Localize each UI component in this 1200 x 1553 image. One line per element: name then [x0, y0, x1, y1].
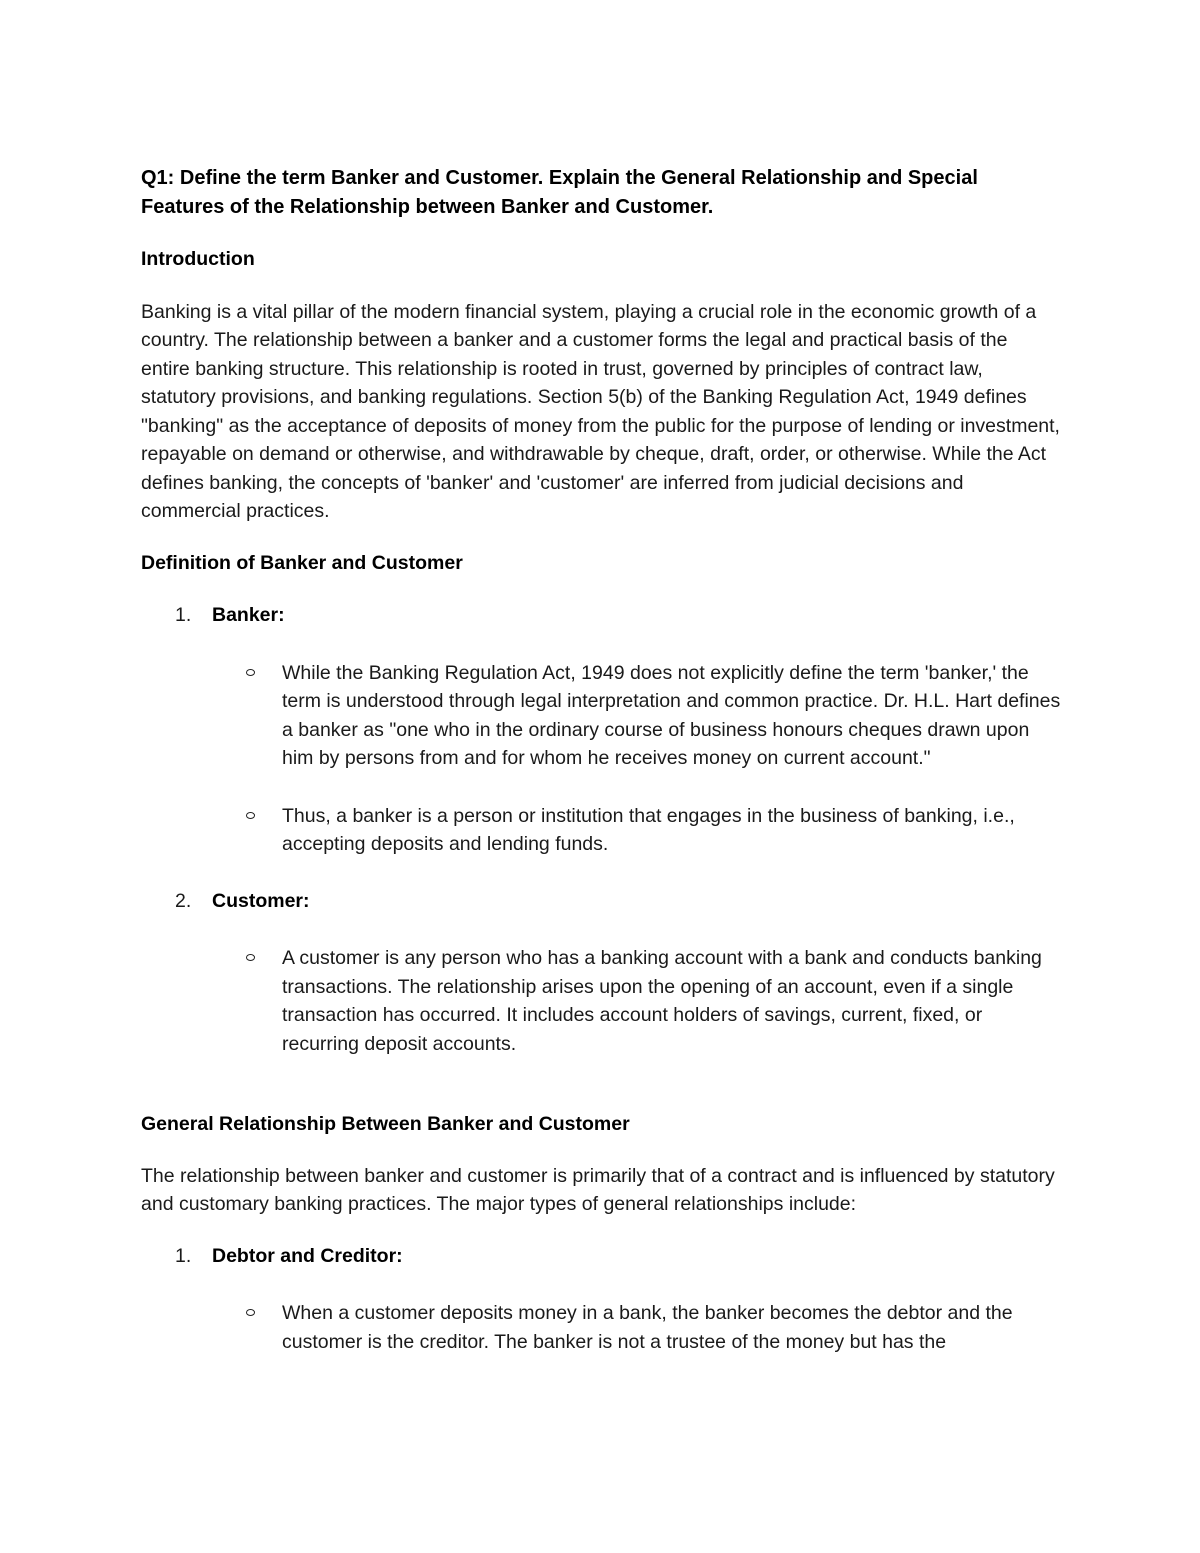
hollow-bullet-icon [246, 1309, 255, 1316]
list-label-banker: Banker: [212, 604, 285, 626]
list-number: 2. [175, 889, 192, 912]
introduction-paragraph: Banking is a vital pillar of the modern financial system, playing a crucial role in the economic growth of a country. The relationship between a banker and a customer forms the legal and practical basis of the entire banking structure. This relationship is rooted in trust, governed by principles of contract law, statutory provisions, and banking regulations. Section 5(b) of the Banking Regulation Act, 1949 defines "banking" as the acceptance of deposits of money from the public for the purpose of lending or investment, repayable on demand or otherwise, and withdrawable by cheque, draft, order, or otherwise. While the Act defines banking, the concepts of 'banker' and 'customer' are inferred from judicial decisions and commercial practices. [141, 300, 1060, 522]
bullet-item [141, 659, 1061, 773]
bullet-text: Thus, a banker is a person or institution that engages in the business of banking, i.e., accepting deposits and lending funds. [282, 804, 1015, 855]
bullet-item [141, 802, 1061, 859]
list-label-customer: Customer: [212, 889, 310, 912]
list-number: 1. [175, 604, 192, 626]
list-number: 1. [175, 1244, 192, 1267]
list-label-debtor-creditor: Debtor and Creditor: [212, 1244, 403, 1267]
definition-heading: Definition of Banker and Customer [141, 551, 463, 574]
bullet-text: When a customer deposits money in a bank, the banker becomes the debtor and the customer is the creditor. The banker is not a trustee of the money but has the [282, 1302, 1013, 1353]
bullet-text: A customer is any person who has a banking account with a bank and conducts banking transactions. The relationship arises upon the opening of an account, even if a single transaction has occurred. It includes account holders of savings, current, fixed, or recurring deposit accounts. [282, 947, 1042, 1055]
list-item-debtor-creditor [141, 1242, 1061, 1271]
question-title: Q1: Define the term Banker and Customer. Explain the General Relationship and Special Features of the Relationship between Banker and Customer. [141, 167, 978, 218]
hollow-bullet-icon [246, 669, 255, 676]
introduction-heading: Introduction [141, 248, 255, 270]
bullet-item [141, 1299, 1061, 1356]
list-item-banker [141, 601, 1061, 630]
general-relationship-heading: General Relationship Between Banker and Customer [141, 1113, 630, 1135]
general-relationship-paragraph: The relationship between banker and customer is primarily that of a contract and is influenced by statutory and customary banking practices. The major types of general relationships include: [141, 1164, 1055, 1215]
document-content [141, 160, 1061, 1356]
bullet-text: While the Banking Regulation Act, 1949 does not explicitly define the term 'banker,' the term is understood through legal interpretation and common practice. Dr. H.L. Hart defines a banker as "one who in the ordinary course of business honours cheques drawn upon him by persons from and for whom he receives money on current account." [282, 661, 1061, 769]
hollow-bullet-icon [246, 954, 255, 961]
hollow-bullet-icon [246, 812, 255, 819]
bullet-item [141, 944, 1061, 1058]
list-item-customer [141, 887, 1061, 916]
